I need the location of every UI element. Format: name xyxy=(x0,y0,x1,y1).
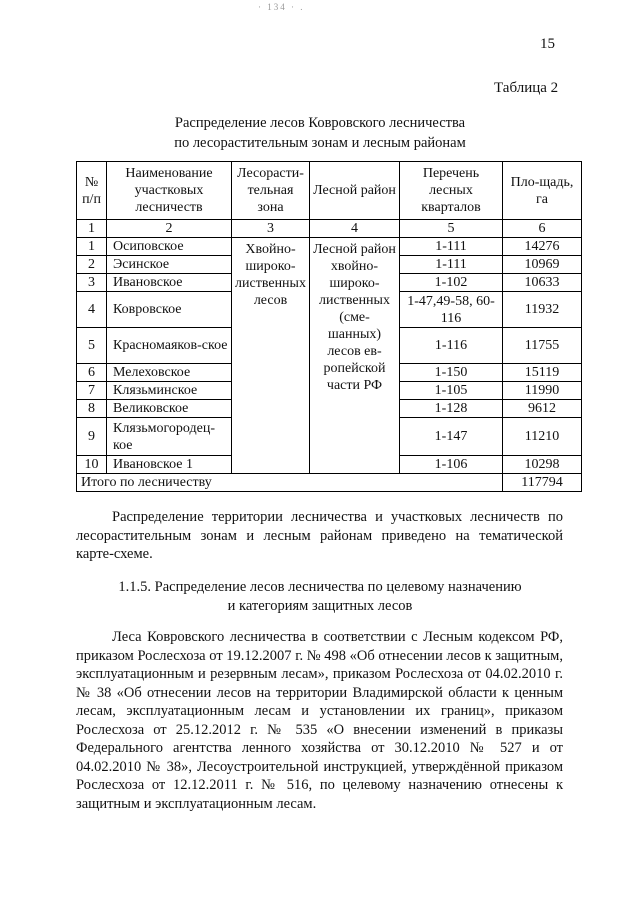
table-title xyxy=(0,113,640,153)
table-title-line-1: Распределение лесов Ковровского лесничества xyxy=(174,115,466,131)
header-row xyxy=(77,162,582,220)
forestry-name: Ивановское 1 xyxy=(107,456,232,474)
forest-quarters: 1-128 xyxy=(400,400,503,418)
column-number: 4 xyxy=(310,220,400,238)
page-number: 15 xyxy=(540,36,555,52)
row-number: 1 xyxy=(77,238,107,256)
forest-distribution-table xyxy=(76,161,582,492)
forestry-name: Клязьмогородец-кое xyxy=(107,418,232,456)
row-number: 10 xyxy=(77,456,107,474)
forestry-name: Великовское xyxy=(107,400,232,418)
row-number: 9 xyxy=(77,418,107,456)
paragraph-purpose: Леса Ковровского лесничества в соответствии с Лесным кодексом РФ, приказом Рослесхоза от 19.12.2007 г. № 498 «Об отнесении лесов к защитным, эксплуатационным и резервным лесам», приказом Рослесхоза от 04.02.2010 г. № 38 «Об отнесении лесов на территории Владимирской области к ценным лесам, эксплуатационным лесам и установлении их границ», приказом Рослесхоза от 25.12.2012 г. № 535 «О внесении изменений в приказы Федерального агентства ленного хозяйства от 30.12.2010 № 527 и от 04.02.2010 № 38», Лесоустроительной инструкцией, утверждённой приказом Рослесхоза от 12.12.2011 г. № 516, по целевому назначению отнесены к защитным и эксплуатационным лесам. xyxy=(76,629,563,812)
column-number: 5 xyxy=(400,220,503,238)
paragraph-map-note: Распределение территории лесничества и участковых лесничеств по лесорастительным зонам и лесным районам приведено на тематической карте-схеме. xyxy=(76,509,563,562)
row-number: 4 xyxy=(77,292,107,328)
forest-area: 14276 xyxy=(503,238,582,256)
row-number: 8 xyxy=(77,400,107,418)
column-number: 6 xyxy=(503,220,582,238)
forest-quarters: 1-150 xyxy=(400,364,503,382)
header-name: Наименование участковых лесничеств xyxy=(107,162,232,220)
forest-quarters: 1-147 xyxy=(400,418,503,456)
forestry-name: Мелеховское xyxy=(107,364,232,382)
column-number: 2 xyxy=(107,220,232,238)
table-title-line-2: по лесорастительным зонам и лесным районам xyxy=(174,135,466,151)
column-number-row xyxy=(77,220,582,238)
total-row xyxy=(77,474,582,492)
row-number: 2 xyxy=(77,256,107,274)
forestry-name: Ковровское xyxy=(107,292,232,328)
forest-area: 11755 xyxy=(503,328,582,364)
section-heading xyxy=(0,578,640,616)
forest-quarters: 1-111 xyxy=(400,256,503,274)
column-number: 1 xyxy=(77,220,107,238)
forest-area: 10298 xyxy=(503,456,582,474)
forest-area: 11932 xyxy=(503,292,582,328)
forest-area: 11990 xyxy=(503,382,582,400)
forestry-name: Эсинское xyxy=(107,256,232,274)
forestry-name: Красномаяков-ское xyxy=(107,328,232,364)
scan-mark: · 134 · . xyxy=(258,2,305,12)
forestry-name: Осиповское xyxy=(107,238,232,256)
row-number: 3 xyxy=(77,274,107,292)
header-region: Лесной район xyxy=(310,162,400,220)
forest-quarters: 1-105 xyxy=(400,382,503,400)
column-number: 3 xyxy=(232,220,310,238)
forest-area: 10969 xyxy=(503,256,582,274)
table-row xyxy=(77,238,582,256)
forest-zone-cell: Хвойно-широко-лиственных лесов xyxy=(232,238,310,474)
forest-quarters: 1-106 xyxy=(400,456,503,474)
total-area: 117794 xyxy=(503,474,582,492)
section-heading-line-1: 1.1.5. Распределение лесов лесничества по целевому назначению xyxy=(118,579,522,595)
forest-quarters: 1-116 xyxy=(400,328,503,364)
header-quarters: Перечень лесных кварталов xyxy=(400,162,503,220)
forest-area: 9612 xyxy=(503,400,582,418)
forest-quarters: 1-111 xyxy=(400,238,503,256)
forestry-name: Клязьминское xyxy=(107,382,232,400)
forest-area: 10633 xyxy=(503,274,582,292)
header-area: Пло-щадь, га xyxy=(503,162,582,220)
forest-area: 15119 xyxy=(503,364,582,382)
row-number: 5 xyxy=(77,328,107,364)
total-label: Итого по лесничеству xyxy=(77,474,503,492)
table-label: Таблица 2 xyxy=(494,80,559,96)
row-number: 6 xyxy=(77,364,107,382)
forest-area: 11210 xyxy=(503,418,582,456)
forest-quarters: 1-102 xyxy=(400,274,503,292)
forest-quarters: 1-47,49-58, 60-116 xyxy=(400,292,503,328)
forestry-name: Ивановское xyxy=(107,274,232,292)
header-zone: Лесорасти-тельная зона xyxy=(232,162,310,220)
row-number: 7 xyxy=(77,382,107,400)
section-heading-line-2: и категориям защитных лесов xyxy=(227,598,413,614)
forest-region-cell: Лесной район хвойно-широко-лиственных (сме-шанных) лесов ев-ропейской части РФ xyxy=(310,238,400,474)
header-num: № п/п xyxy=(77,162,107,220)
